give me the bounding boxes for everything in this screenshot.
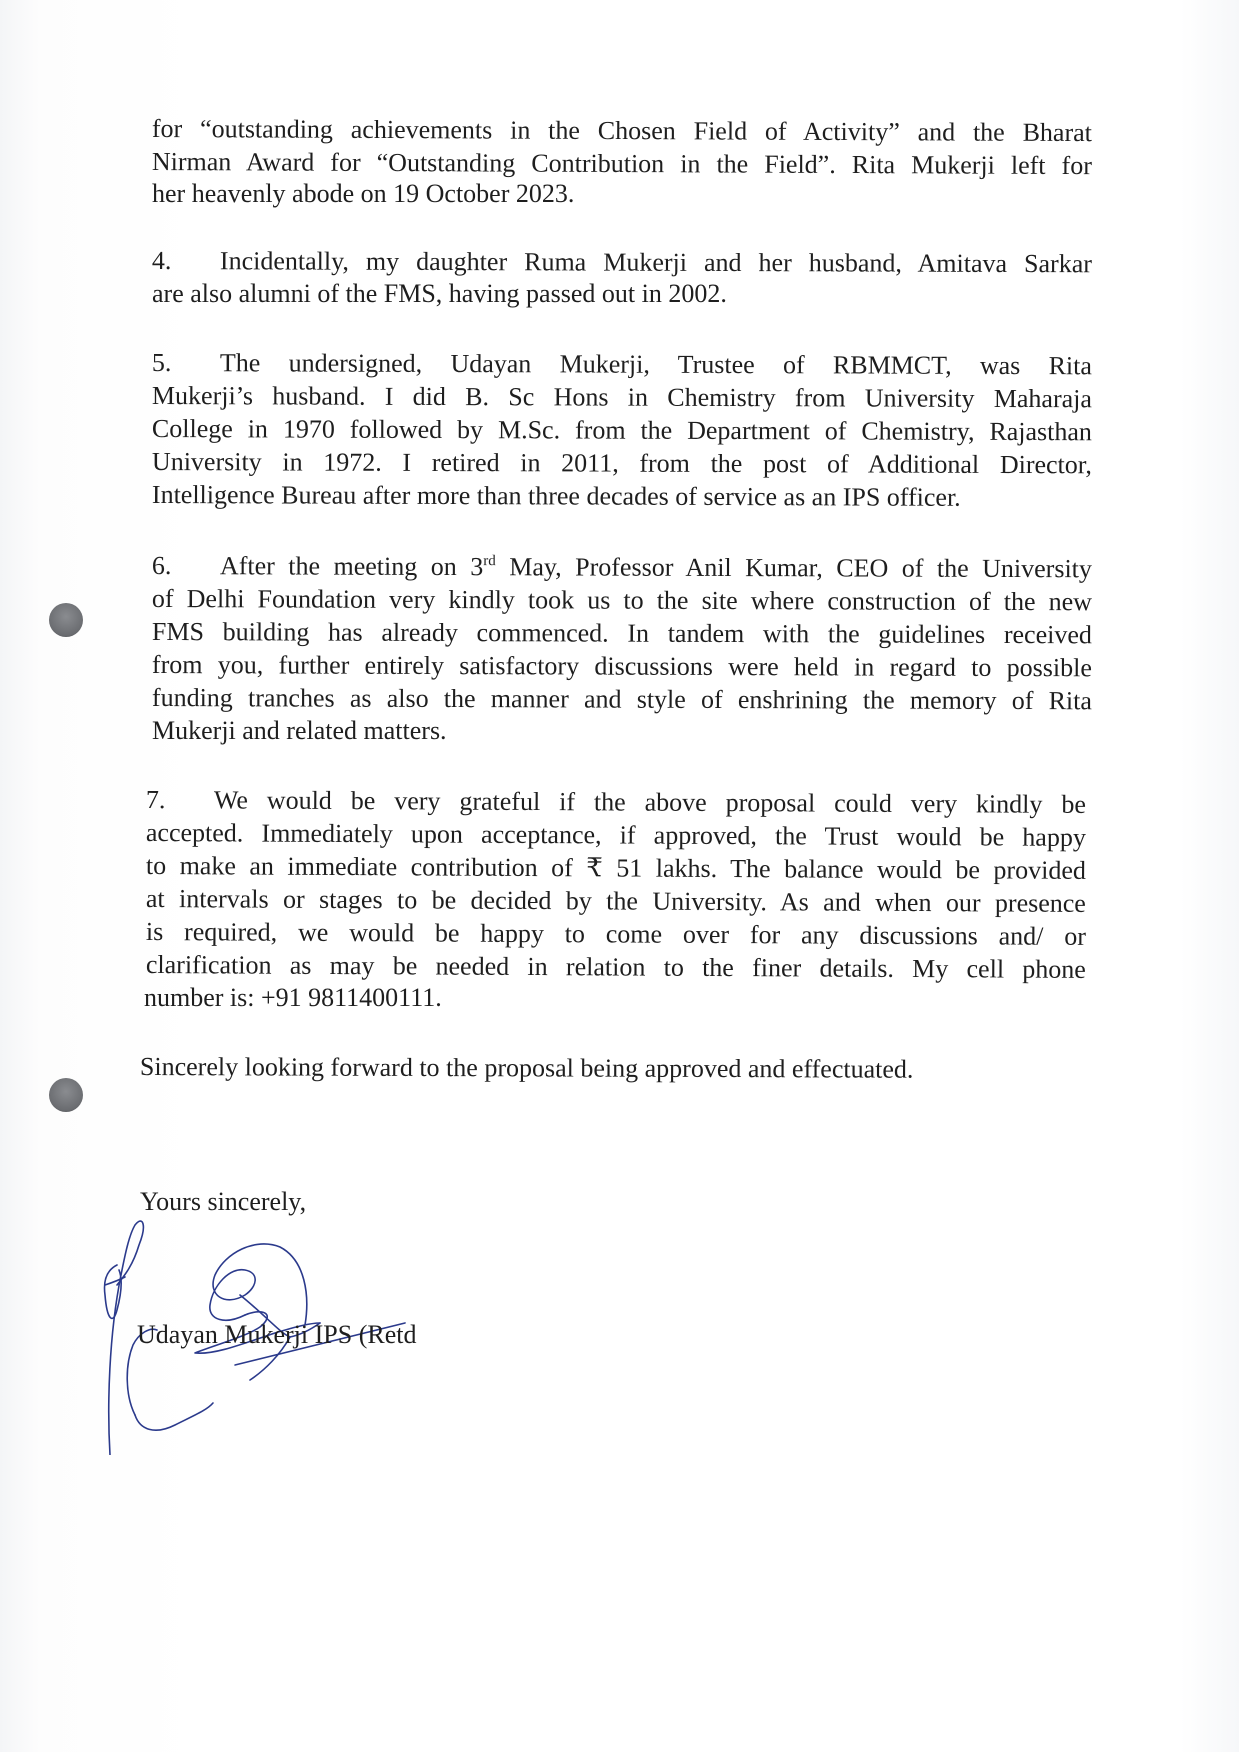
punch-hole: [49, 603, 83, 637]
text-line-content: After the meeting on 3: [219, 551, 484, 582]
text-line: are also alumni of the FMS, having passed out in 2002.: [152, 279, 727, 308]
text-line: [152, 244, 1092, 280]
text-line: accepted. Immediately upon acceptance, if approved, the Trust would be happy: [145, 818, 1086, 852]
salutation: Yours sincerely,: [140, 1187, 307, 1216]
paragraph-number: 4.: [151, 245, 172, 276]
text-line: clarification as may be needed in relation to the finer details. My cell phone: [145, 950, 1086, 984]
paragraph-number: 6.: [151, 551, 172, 581]
text-line: College in 1970 followed by M.Sc. from the Department of Chemistry, Rajasthan: [151, 414, 1092, 447]
text-line: FMS building has already commenced. In tandem with the guidelines received: [151, 617, 1092, 650]
ordinal-suffix: rd: [483, 553, 496, 570]
text-line: Mukerji’s husband. I did B. Sc Hons in Chemistry from University Maharaja: [151, 381, 1092, 414]
text-line: [146, 783, 1086, 821]
text-line: Intelligence Bureau after more than three decades of service as an IPS officer.: [151, 480, 961, 512]
paragraph-number: 5.: [151, 348, 172, 378]
text-line: [152, 346, 1092, 382]
text-line-content: We would be very grateful if the above proposal could very kindly be: [213, 785, 1086, 819]
signatory-name: Udayan Mukerji IPS (Retd: [137, 1320, 417, 1349]
punch-hole: [49, 1078, 83, 1112]
text-line: her heavenly abode on 19 October 2023.: [152, 179, 575, 208]
text-line: from you, further entirely satisfactory discussions were held in regard to possible: [151, 650, 1092, 683]
text-line: funding tranches as also the manner and style of enshrining the memory of Rita: [151, 683, 1092, 716]
text-line: [152, 549, 1092, 585]
text-line-content: The undersigned, Udayan Mukerji, Trustee of RBMMCT, was Rita: [219, 348, 1092, 381]
text-line: number is: +91 9811400111.: [144, 983, 442, 1012]
text-line: Mukerji and related matters.: [152, 716, 447, 745]
text-line: of Delhi Foundation very kindly took us to the site where construction of the new: [151, 584, 1092, 617]
text-line: to make an immediate contribution of ₹ 51 lakhs. The balance would be provided: [145, 851, 1086, 885]
text-line-content: Incidentally, my daughter Ruma Mukerji and her husband, Amitava Sarkar: [219, 246, 1092, 279]
paragraph-number: 7.: [145, 785, 166, 815]
text-line: is required, we would be happy to come over for any discussions and/ or: [145, 917, 1086, 951]
text-line: at intervals or stages to be decided by the University. As and when our presence: [145, 884, 1086, 918]
text-line: University in 1972. I retired in 2011, from the post of Additional Director,: [151, 447, 1092, 480]
text-line: for “outstanding achievements in the Chosen Field of Activity” and the Bharat: [151, 113, 1092, 148]
text-line-content: May, Professor Anil Kumar, CEO of the University: [495, 552, 1092, 584]
closing-sentence: Sincerely looking forward to the proposal being approved and effectuated.: [139, 1052, 914, 1084]
text-line: Nirman Award for “Outstanding Contribution in the Field”. Rita Mukerji left for: [151, 146, 1092, 181]
